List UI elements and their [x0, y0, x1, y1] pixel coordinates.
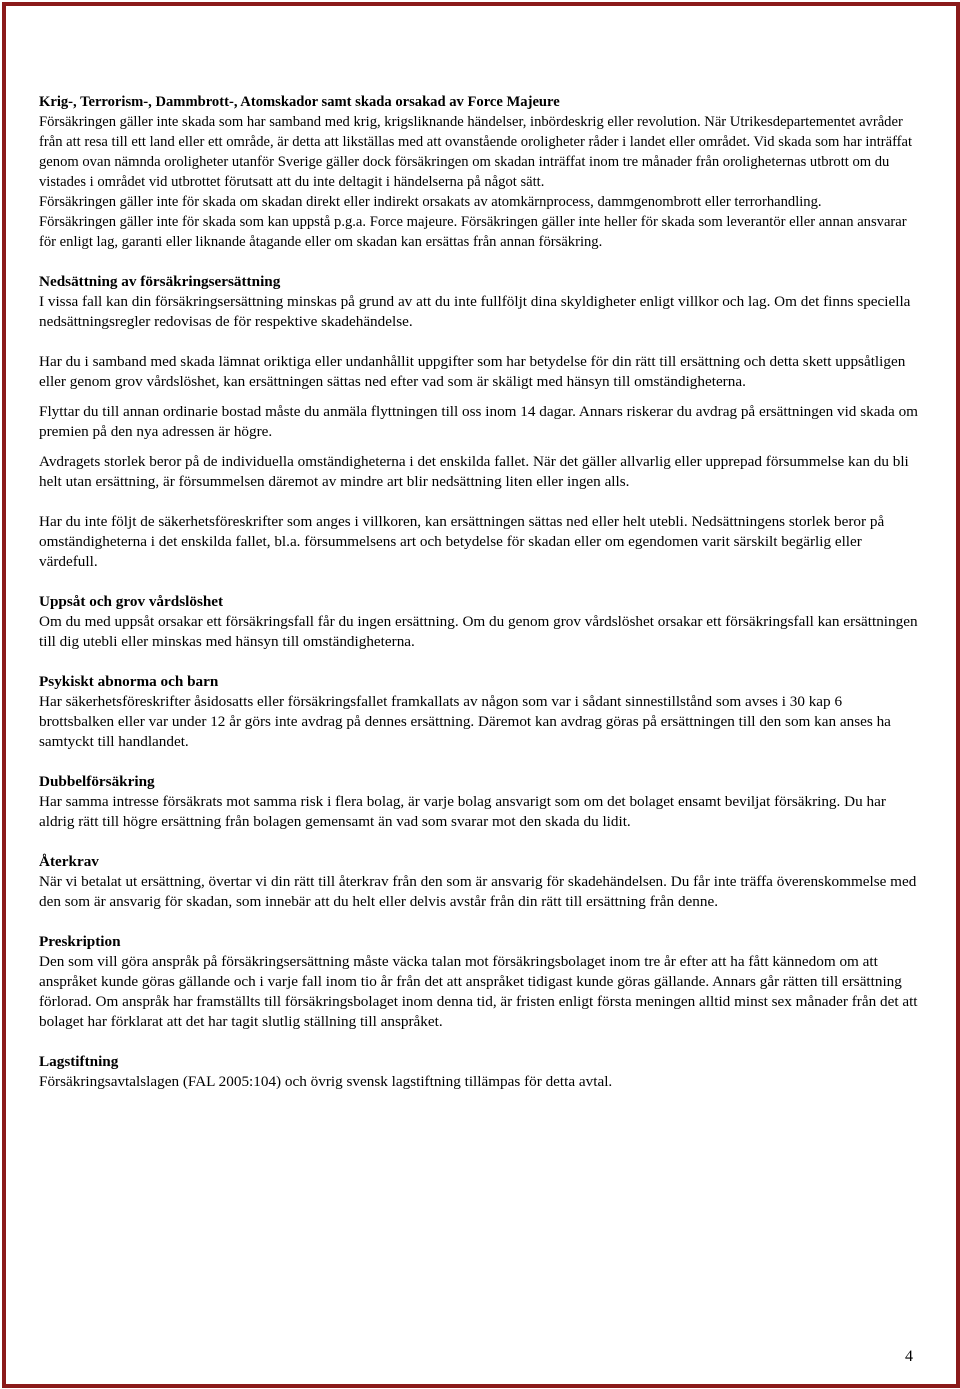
paragraph: Försäkringen gäller inte för skada om skadan direkt eller indirekt orsakats av atomkärnprocess, dammgenombrott eller terrorhandling. [39, 194, 822, 210]
heading-mental: Psykiskt abnorma och barn [39, 673, 219, 690]
paragraph: I vissa fall kan din försäkringsersättning minskas på grund av att du inte fullföljt dina skyldigheter enligt villkor och lag. Om det finns speciella nedsättningsregler redovisas de för respektive skadehändelse. [39, 293, 911, 330]
page-number: 4 [905, 1348, 913, 1365]
paragraph-text: Försäkringen gäller inte skada som har samband med krig, krigsliknande händelser, inbördeskrig eller revolution. När Utrikesdepartementet avråder från att resa till ett land eller ett område, är detta att likställas med att ovanstående oroligheter råder i landet eller området. [39, 114, 903, 150]
paragraph: Har samma intresse försäkrats mot samma risk i flera bolag, är varje bolag ansvarigt som om det bolaget ensamt beviljat försäkring. Du har aldrig rätt till högre ersättning från bolagen gemensamt än vad som svarar mot den skada du lidit. [39, 793, 886, 830]
paragraph: Flyttar du till annan ordinarie bostad måste du anmäla flyttningen till oss inom 14 dagar. Annars riskerar du avdrag på ersättningen vid skada om premien på den nya adressen är högre. [39, 403, 918, 440]
section-prescription [39, 932, 919, 1032]
paragraph: Har du inte följt de säkerhetsföreskrifter som anges i villkoren, kan ersättningen sättas ned eller helt utebli. Nedsättningens storlek beror på omständigheterna i det enskilda fallet, bl.a. försummelsens art och betydelse för skadan eller om egendomen varit särskilt begärlig eller värdefull. [39, 513, 885, 570]
heading-recourse: Återkrav [39, 853, 99, 870]
heading-prescription: Preskription [39, 933, 121, 950]
paragraph: När vi betalat ut ersättning, övertar vi din rätt till återkrav från den som är ansvarig för skadehändelsen. Du får inte träffa överenskommelse med den som är ansvarig för skadan, som innebär att du helt eller delvis avstår från din rätt till ersättning från denne. [39, 873, 917, 910]
heading-intent: Uppsåt och grov vårdslöshet [39, 593, 224, 610]
paragraph: Försäkringen gäller inte för skada som kan uppstå p.g.a. Force majeure. Försäkringen gäller inte heller för skada som leverantör eller annan ansvarar för enligt lag, garanti eller liknande åtagande eller om skadan kan ersättas från annan försäkring. [39, 214, 907, 250]
paragraph: Har du i samband med skada lämnat oriktiga eller undanhållit uppgifter som har betydelse för din rätt till ersättning och detta skett uppsåtligen eller genom grov vårdslöshet, kan ersättningen sättas ned efter vad som är skäligt med hänsyn till omständigheterna. [39, 353, 906, 390]
paragraph: Om du med uppsåt orsakar ett försäkringsfall får du ingen ersättning. Om du genom grov vårdslöshet orsakar ett försäkringsfall kan ersättningen till dig utebli eller minskas med hänsyn till omständigheterna. [39, 613, 918, 650]
paragraph: Försäkringsavtalslagen (FAL 2005:104) och övrig svensk lagstiftning tillämpas för detta avtal. [39, 1073, 613, 1090]
paragraph: Den som vill göra anspråk på försäkringsersättning måste väcka talan mot försäkringsbolaget inom tre år efter att ha fått kännedom om att anspråket kunde göras gällande och i varje fall inom tio år från det att anspråket tidigast kunde göras gällande. Annars går rätten till ersättning förlorad. Om anspråk har framställts till försäkringsbolaget inom denna tid, är fristen enligt första meningen alltid minst sex månader från det att bolaget har förklarat att det har tagit slutlig ställning till anspråket. [39, 953, 918, 1030]
paragraph: Avdragets storlek beror på de individuella omständigheterna i det enskilda fallet. När det gäller allvarlig eller upprepad försummelse kan du bli helt utan ersättning, är försummelsen däremot av mindre art blir nedsättning liten eller ingen alls. [39, 453, 909, 490]
section-mental [39, 672, 919, 752]
section-reduction [39, 272, 919, 572]
paragraph [39, 112, 919, 192]
paragraph: Har säkerhetsföreskrifter åsidosatts eller försäkringsfallet framkallats av någon som var i sådant sinnestillstånd som avses i 30 kap 6 brottsbalken eller var under 12 år görs inte avdrag på dennes ersättning. Däremot kan avdrag göras på ersättningen till den som kan anses ha samtyckt till handlandet. [39, 693, 891, 750]
paragraph-text: Vid skada som har inträffat genom ovan nämnda oroligheter utanför Sverige gäller dock försäkringen om skadan inträffat inom tre månader från oroligheternas utbrott om du vistades i området vid utbrottet förutsatt att du inte deltagit i händelserna på något sätt. [39, 134, 913, 190]
section-recourse [39, 852, 919, 912]
heading-legislation: Lagstiftning [39, 1053, 119, 1070]
section-double-insurance [39, 772, 919, 832]
heading-reduction: Nedsättning av försäkringsersättning [39, 273, 281, 290]
section-intent [39, 592, 919, 652]
section-legislation [39, 1052, 919, 1092]
heading-double-insurance: Dubbelförsäkring [39, 773, 155, 790]
document-body [39, 92, 919, 1092]
section-force-majeure [39, 92, 919, 252]
heading-force-majeure: Krig-, Terrorism-, Dammbrott-, Atomskador samt skada orsakad av Force Majeure [39, 94, 560, 110]
